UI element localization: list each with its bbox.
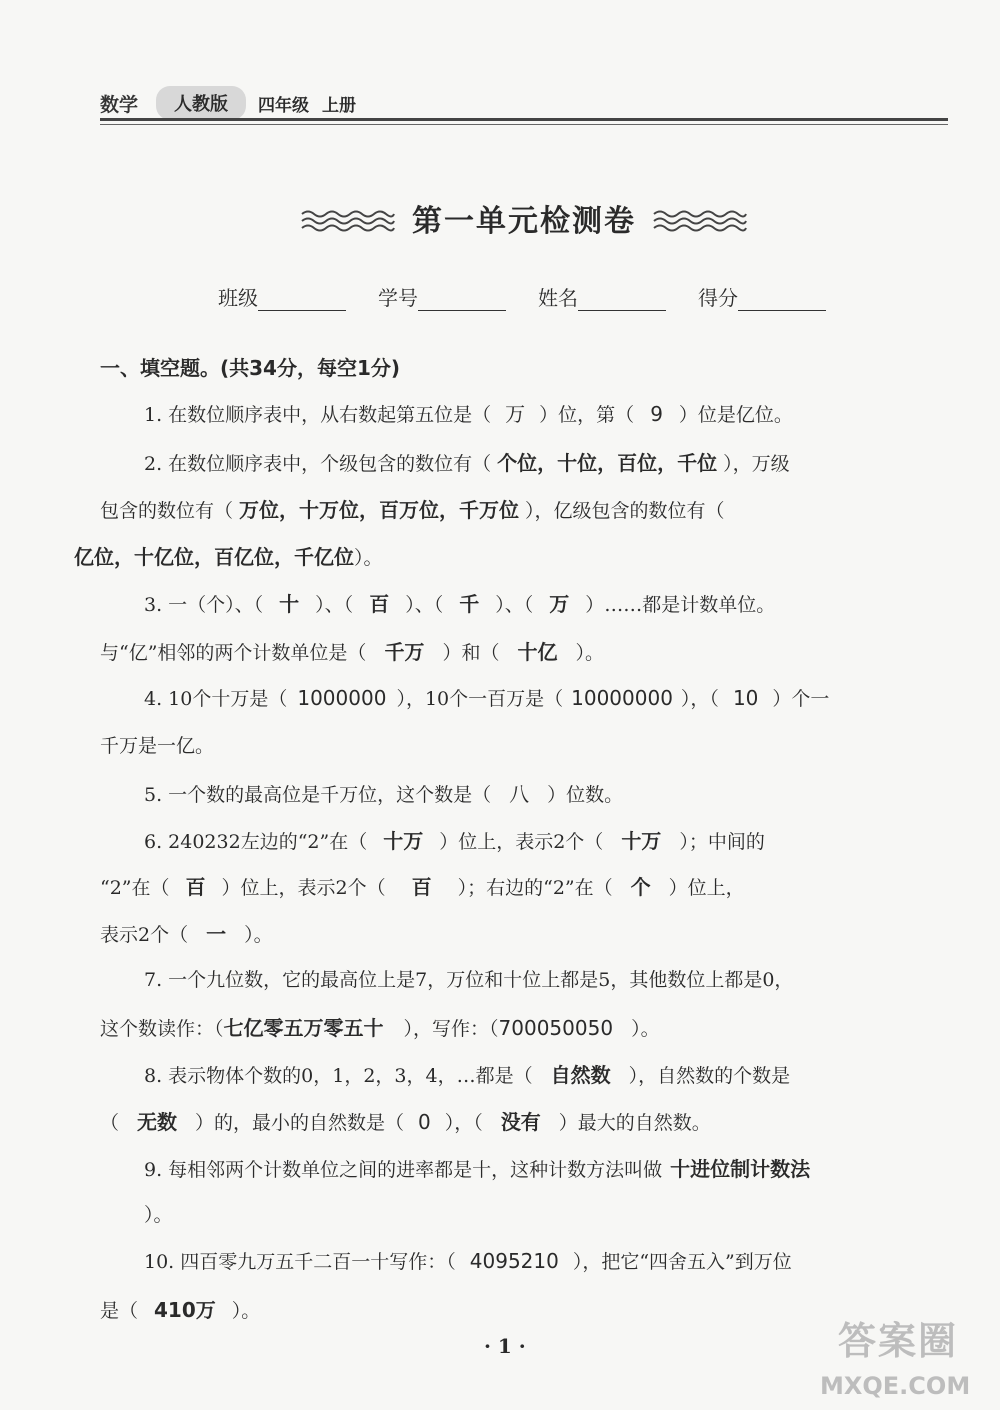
answer: 万位，十万位，百万位，千万位 — [239, 498, 520, 522]
question-9-line-1: 9. 每相邻两个计数单位之间的进率都是十，这种计数方法叫做 十进位制计数法 — [144, 1157, 811, 1181]
student-number-blank — [418, 288, 506, 311]
answer: 0 — [418, 1110, 431, 1134]
question-2-line-3: 亿位，十亿位，百亿位，千亿位）。 — [74, 545, 383, 569]
answer: 个位，十位，百位，千位 — [497, 451, 718, 475]
right-wave-ornament — [652, 206, 748, 236]
answer: 十 — [279, 592, 300, 616]
answer: 百 — [411, 875, 432, 899]
answer: 千 — [459, 592, 480, 616]
answer: 9 — [650, 402, 663, 426]
answer: 一 — [206, 922, 227, 946]
name-blank — [578, 288, 666, 311]
question-6-line-2: “2”在（ 百 ）位上，表示2个（ 百 ）；右边的“2”在（ 个 ）位上， — [100, 875, 745, 899]
answer: 十万 — [621, 829, 662, 853]
header-volume: 上册 — [322, 96, 356, 116]
answer: 百 — [369, 592, 390, 616]
answer: 十万 — [383, 829, 424, 853]
class-blank — [258, 288, 346, 311]
question-8-line-2: （ 无数 ）的，最小的自然数是（ 0 ），（ 没有 ）最大的自然数。 — [100, 1110, 711, 1134]
answer: 十亿 — [517, 640, 558, 664]
answer: 个 — [630, 875, 651, 899]
question-3-line-1: 3. 一（个）、（ 十 ）、（ 百 ）、（ 千 ）、（ 万 ）……都是计数单位。 — [144, 592, 776, 616]
question-9-line-2: ）。 — [144, 1204, 173, 1226]
student-number-field: 学号 — [378, 282, 506, 311]
page-number: · 1 · — [484, 1334, 526, 1358]
answer: 十进位制计数法 — [670, 1157, 811, 1181]
header-grade: 四年级 — [258, 96, 309, 116]
page-title: 第一单元检测卷 — [412, 204, 636, 239]
question-6-line-3: 表示2个（ 一 ）。 — [100, 922, 273, 946]
answer: 4095210 — [469, 1249, 559, 1273]
answer: 1000000 — [297, 686, 387, 710]
question-2-line-2: 包含的数位有（ 万位，十万位，百万位，千万位 ），亿级包含的数位有（ — [100, 498, 725, 522]
question-7-line-1: 7. 一个九位数，它的最高位上是7，万位和十位上都是5，其他数位上都是0， — [144, 969, 794, 991]
question-3-line-2: 与“亿”相邻的两个计数单位是（ 千万 ）和（ 十亿 ）。 — [100, 640, 604, 664]
question-10-line-1: 10. 四百零九万五千二百一十写作：（ 4095210 ），把它“四舍五入”到万位 — [144, 1249, 792, 1273]
header-rule-thin — [100, 124, 948, 125]
question-7-line-2: 这个数读作：（七亿零五万零五十 ），写作：（700050050 ）。 — [100, 1016, 660, 1040]
question-4-line-1: 4. 10个十万是（ 1000000 ），10个一百万是（ 10000000 ），（ 10 ）个一 — [144, 686, 830, 710]
question-6-line-1: 6. 240232左边的“2”在（ 十万 ）位上，表示2个（ 十万 ）；中间的 — [144, 829, 765, 853]
answer: 700050050 — [498, 1016, 614, 1040]
score-field: 得分 — [698, 282, 826, 311]
answer: 万 — [505, 402, 526, 426]
watermark-logo: 答案圈 MXQE.COM — [820, 1319, 971, 1400]
section-heading: 一、填空题。(共34分，每空1分) — [100, 356, 401, 380]
answer: 亿位，十亿位，百亿位，千亿位 — [74, 545, 354, 569]
answer: 万 — [549, 592, 570, 616]
answer: 千万 — [384, 640, 425, 664]
question-10-line-2: 是（ 410万 ）。 — [100, 1298, 261, 1322]
question-1: 1. 在数位顺序表中，从右数起第五位是（ 万 ）位，第（ 9 ）位是亿位。 — [144, 402, 793, 426]
header-subject: 数学 — [100, 94, 139, 116]
answer: 没有 — [500, 1110, 541, 1134]
class-field: 班级 — [218, 282, 346, 311]
answer: 10000000 — [571, 686, 673, 710]
answer: 八 — [509, 782, 530, 806]
answer: 410万 — [154, 1298, 216, 1322]
left-wave-ornament — [300, 206, 396, 236]
answer: 百 — [185, 875, 206, 899]
answer: 10 — [732, 686, 759, 710]
page-header — [100, 84, 948, 120]
question-4-line-2: 千万是一亿。 — [100, 735, 215, 757]
score-blank — [738, 288, 826, 311]
answer: 七亿零五万零五十 — [223, 1016, 384, 1040]
question-5: 5. 一个数的最高位是千万位，这个数是（ 八 ）位数。 — [144, 782, 624, 806]
title-block — [300, 196, 750, 246]
question-2-line-1: 2. 在数位顺序表中，个级包含的数位有（ 个位，十位，百位，千位 ），万级 — [144, 451, 790, 475]
answer: 无数 — [137, 1110, 178, 1134]
answer: 自然数 — [550, 1063, 611, 1087]
header-edition-badge: 人教版 — [156, 86, 246, 120]
name-field: 姓名 — [538, 282, 666, 311]
question-8-line-1: 8. 表示物体个数的0，1，2，3，4，…都是（ 自然数 ），自然数的个数是 — [144, 1063, 791, 1087]
header-rule — [100, 118, 948, 121]
